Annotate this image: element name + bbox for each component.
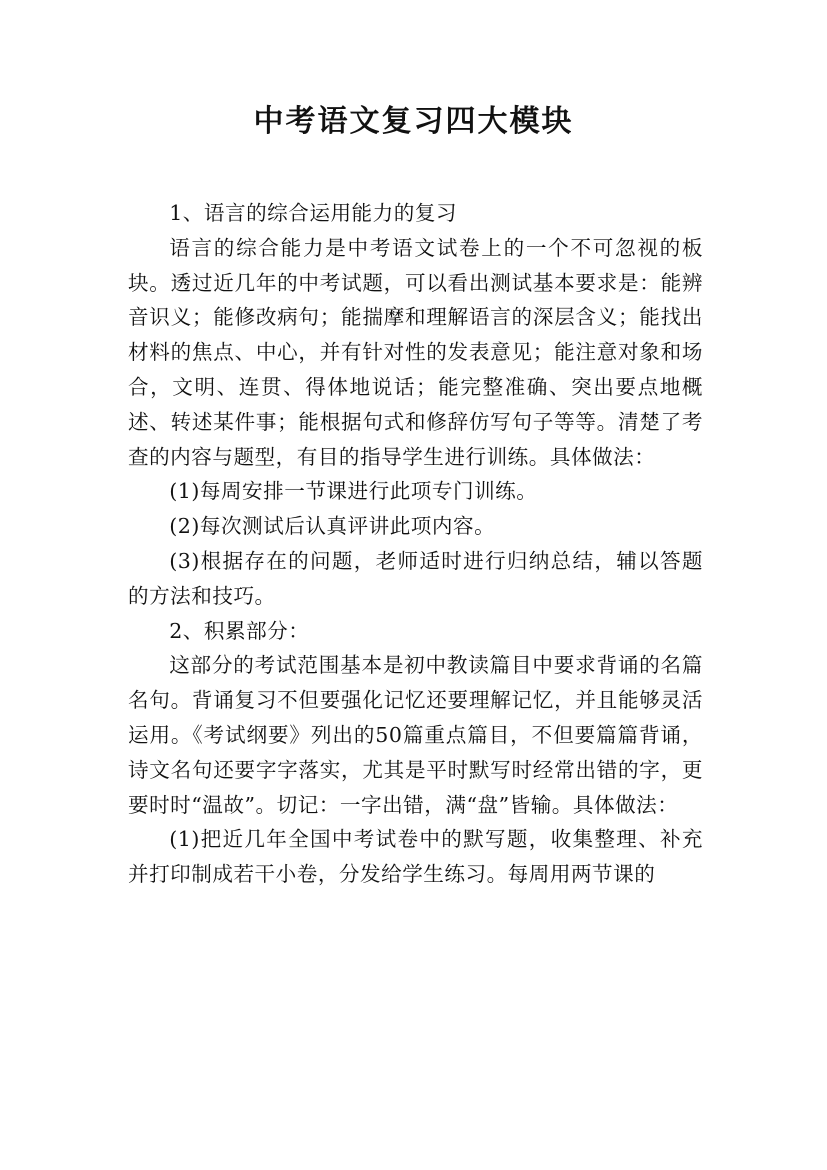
paragraph-accumulation-overview: 这部分的考试范围基本是初中教读篇目中要求背诵的名篇名句。背诵复习不但要强化记忆还要理解记忆，并且能够灵活运用。《考试纲要》列出的50篇重点篇目，不但要篇篇背诵，诗文名句还要字字落实，尤其是平时默写时经常出错的字，更要时时“温故”。切记：一字出错，满“盘”皆输。具体做法：: [128, 653, 703, 817]
section-heading-language: 1、语言的综合运用能力的复习: [169, 201, 458, 225]
list-item-test-review: (2)每次测试后认真评讲此项内容。: [169, 514, 496, 539]
list-item-weekly-training: (1)每周安排一节课进行此项专门训练。: [169, 479, 538, 504]
section-heading-accumulation: 2、积累部分：: [169, 618, 310, 643]
paragraph-language-overview: 语言的综合能力是中考语文试卷上的一个不可忽视的板块。透过近几年的中考试题，可以看出测试基本要求是：能辨音识义；能修改病句；能揣摩和理解语言的深层含义；能找出材料的焦点、中心，并有针对性的发表意见；能注意对象和场合，文明、连贯、得体地说话；能完整准确、突出要点地概述、转述某件事；能根据句式和修辞仿写句子等等。清楚了考查的内容与题型，有目的指导学生进行训练。具体做法：: [128, 235, 703, 469]
list-item-summary: (3)根据存在的问题，老师适时进行归纳总结，辅以答题的方法和技巧。: [128, 548, 703, 608]
document-title: 中考语文复习四大模块: [253, 104, 574, 139]
list-item-dictation-papers: (1)把近几年全国中考试卷中的默写题，收集整理、补充并打印制成若干小卷，分发给学生练习。每周用两节课的: [128, 827, 703, 887]
document-body: [128, 196, 703, 892]
